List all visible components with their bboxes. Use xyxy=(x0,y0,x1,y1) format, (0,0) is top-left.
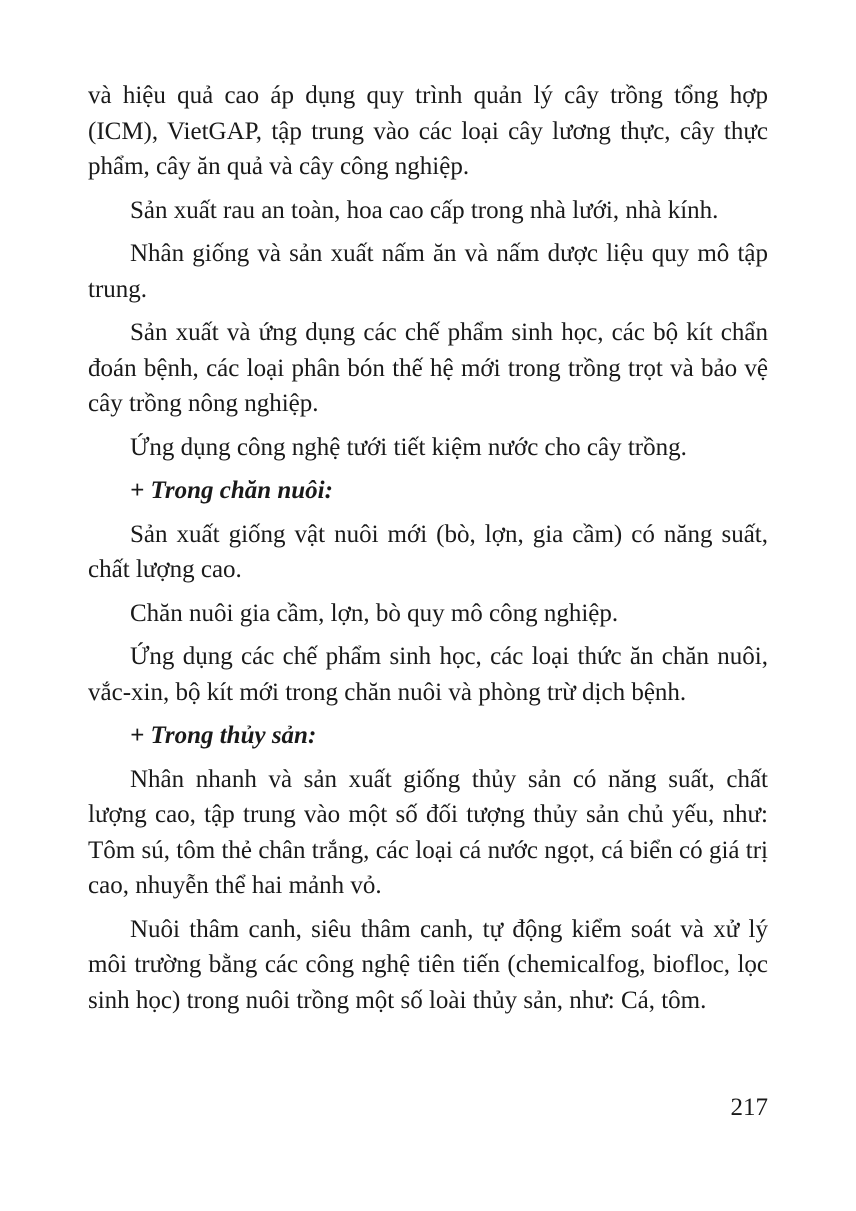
paragraph: Sản xuất giống vật nuôi mới (bò, lợn, gia cầm) có năng suất, chất lượng cao. xyxy=(88,520,768,583)
paragraph: Ứng dụng công nghệ tưới tiết kiệm nước cho cây trồng. xyxy=(130,433,687,461)
paragraph: Ứng dụng các chế phẩm sinh học, các loại thức ăn chăn nuôi, vắc-xin, bộ kít mới trong chăn nuôi và phòng trừ dịch bệnh. xyxy=(88,643,768,706)
paragraph: và hiệu quả cao áp dụng quy trình quản lý cây trồng tổng hợp (ICM), VietGAP, tập trung vào các loại cây lương thực, cây thực phẩm, cây ăn quả và cây công nghiệp. xyxy=(88,82,768,180)
page-body xyxy=(88,78,768,1026)
paragraph: Nhân nhanh và sản xuất giống thủy sản có năng suất, chất lượng cao, tập trung vào một số đối tượng thủy sản chủ yếu, như: Tôm sú, tôm thẻ chân trắng, các loại cá nước ngọt, cá biển có giá trị cao, nhuyễn thể hai mảnh vỏ. xyxy=(88,765,768,899)
paragraph: Nuôi thâm canh, siêu thâm canh, tự động kiểm soát và xử lý môi trường bằng các công nghệ tiên tiến (chemicalfog, biofloc, lọc sinh học) trong nuôi trồng một số loài thủy sản, như: Cá, tôm. xyxy=(88,915,768,1014)
paragraph: Chăn nuôi gia cầm, lợn, bò quy mô công nghiệp. xyxy=(130,599,619,627)
paragraph: Nhân giống và sản xuất nấm ăn và nấm dược liệu quy mô tập trung. xyxy=(88,240,768,303)
paragraph: Sản xuất rau an toàn, hoa cao cấp trong nhà lưới, nhà kính. xyxy=(130,196,719,224)
page-number: 217 xyxy=(730,1094,768,1121)
section-heading-aquaculture: + Trong thủy sản: xyxy=(130,722,317,749)
paragraph: Sản xuất và ứng dụng các chế phẩm sinh học, các bộ kít chẩn đoán bệnh, các loại phân bón thế hệ mới trong trồng trọt và bảo vệ cây trồng nông nghiệp. xyxy=(88,319,768,417)
section-heading-livestock: + Trong chăn nuôi: xyxy=(130,477,333,504)
